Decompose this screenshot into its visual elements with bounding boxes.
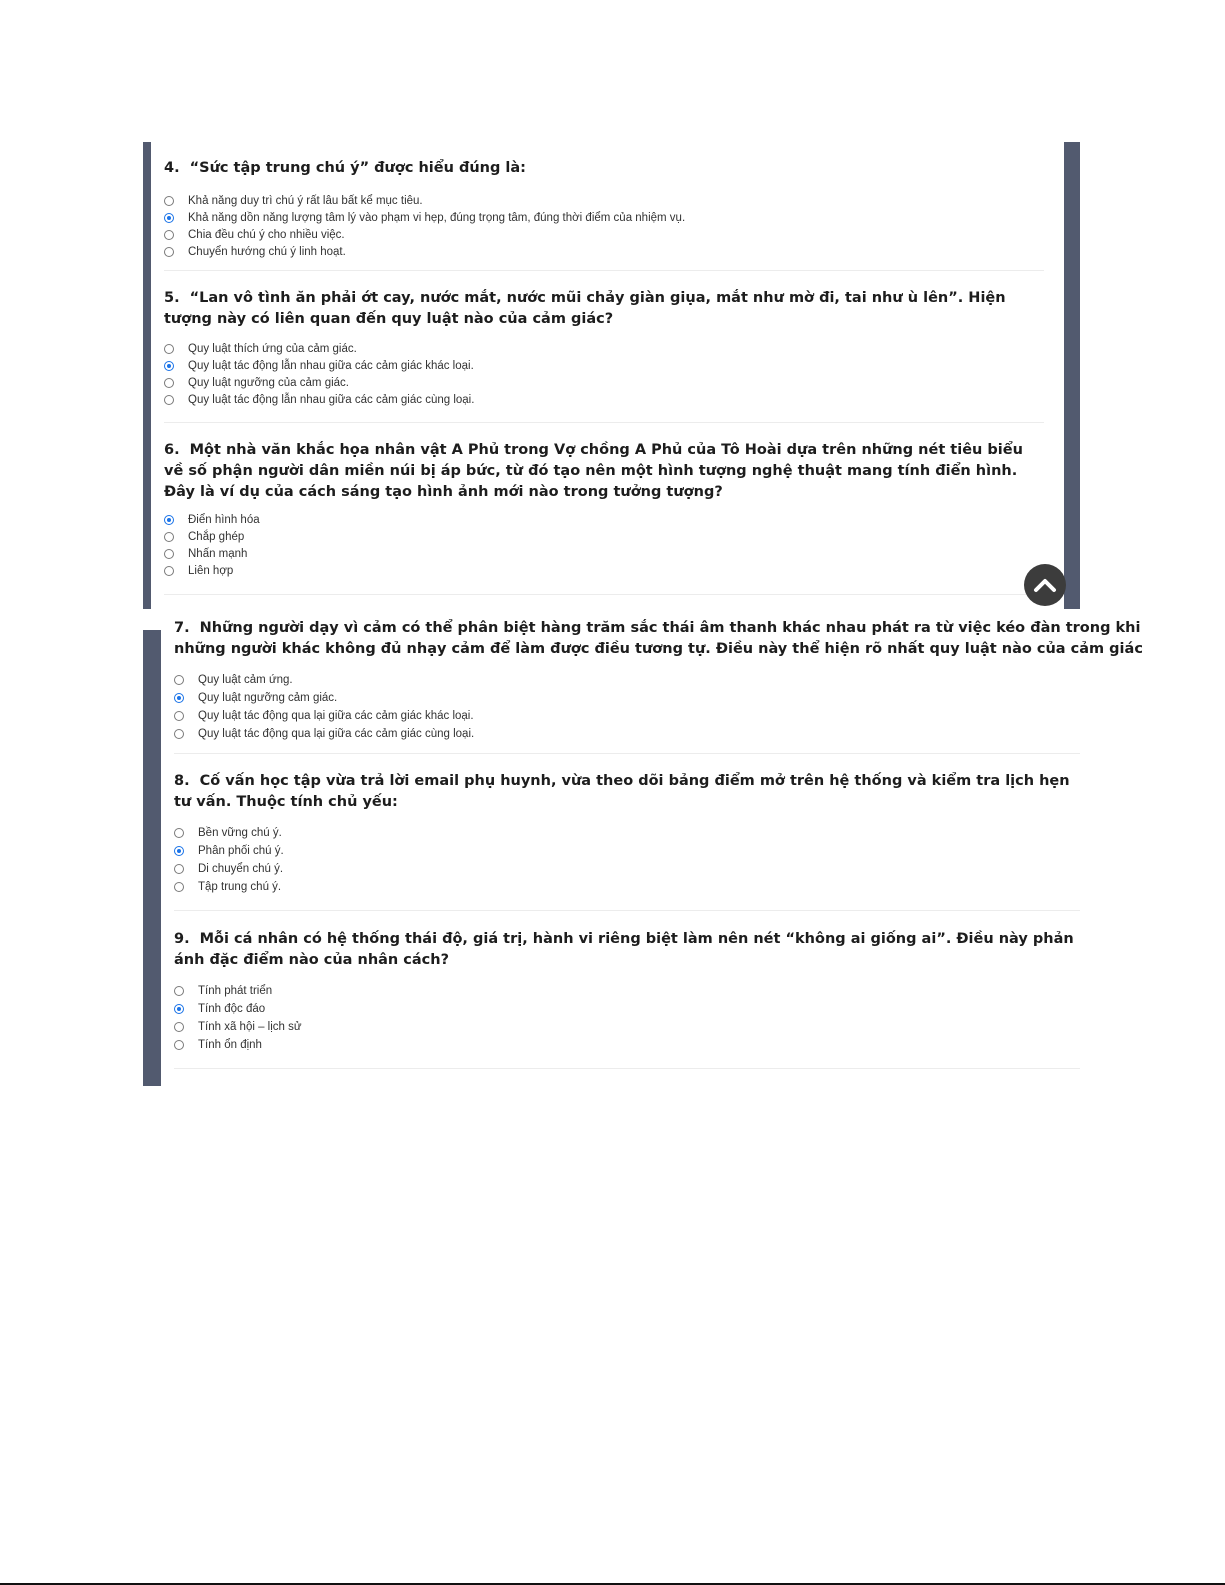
option-label: Tính phát triển — [198, 985, 273, 997]
option-item[interactable] — [164, 243, 1044, 260]
option-item[interactable] — [164, 209, 1044, 226]
divider — [174, 910, 1080, 911]
option-item[interactable] — [164, 545, 1044, 562]
option-item[interactable] — [174, 842, 1174, 860]
question-number: 7. — [174, 620, 190, 636]
question-number: 6. — [164, 442, 180, 458]
radio-button[interactable] — [174, 828, 184, 838]
option-label: Phân phối chú ý. — [198, 845, 284, 857]
option-label: Chuyển hướng chú ý linh hoạt. — [188, 245, 346, 258]
question-text-line-1: Những người dạy vì cảm có thể phân biệt hàng trăm sắc thái âm thanh khác nhau phát ra từ việc kéo đàn trong khi — [199, 620, 1141, 636]
option-item[interactable] — [164, 562, 1044, 579]
radio-button[interactable] — [174, 729, 184, 739]
radio-button-selected[interactable] — [174, 846, 184, 856]
radio-button-selected[interactable] — [174, 693, 184, 703]
option-label: Quy luật tác động qua lại giữa các cảm giác cùng loại. — [198, 728, 475, 740]
option-label: Quy luật tác động lẫn nhau giữa các cảm giác cùng loại. — [188, 393, 475, 406]
radio-button[interactable] — [164, 549, 174, 559]
option-item[interactable] — [164, 528, 1044, 545]
option-label: Chia đều chú ý cho nhiều việc. — [188, 228, 345, 241]
question-text: “Lan vô tình ăn phải ớt cay, nước mắt, nước mũi chảy giàn giụa, mắt như mờ đi, tai như ù lên”. Hiện tượng này có liên quan đến quy luật nào của cảm giác? — [164, 290, 1006, 327]
option-item[interactable] — [174, 824, 1174, 842]
question-4 — [164, 158, 1044, 260]
option-label: Quy luật thích ứng của cảm giác. — [188, 342, 357, 355]
option-item[interactable] — [174, 671, 1174, 689]
radio-button-selected[interactable] — [164, 361, 174, 371]
question-title — [174, 771, 1074, 813]
option-label: Chắp ghép — [188, 530, 245, 543]
question-6 — [164, 440, 1044, 579]
question-number: 5. — [164, 290, 180, 306]
question-title — [174, 929, 1074, 971]
question-text: Cố vấn học tập vừa trả lời email phụ huynh, vừa theo dõi bảng điểm mở trên hệ thống và kiểm tra lịch hẹn tư vấn. Thuộc tính chủ yếu: — [174, 773, 1070, 810]
option-label: Tính độc đáo — [198, 1003, 266, 1015]
radio-button[interactable] — [174, 986, 184, 996]
radio-button[interactable] — [164, 532, 174, 542]
question-title — [164, 440, 1044, 503]
question-text: Mỗi cá nhân có hệ thống thái độ, giá trị, hành vi riêng biệt làm nên nét “không ai giống ai”. Điều này phản ánh đặc điểm nào của nhân cách? — [174, 931, 1074, 968]
option-item[interactable] — [164, 374, 1044, 391]
question-title — [164, 158, 1044, 179]
option-item[interactable] — [174, 860, 1174, 878]
option-label: Tính ổn định — [198, 1039, 262, 1051]
radio-button[interactable] — [164, 566, 174, 576]
option-label: Quy luật ngưỡng của cảm giác. — [188, 376, 349, 389]
divider — [164, 422, 1044, 423]
option-label: Điển hình hóa — [188, 513, 260, 526]
radio-button[interactable] — [164, 378, 174, 388]
radio-button[interactable] — [174, 1022, 184, 1032]
radio-button[interactable] — [164, 247, 174, 257]
question-title — [164, 288, 1044, 330]
divider — [164, 594, 1044, 595]
question-text-line-2: những người khác không đủ nhạy cảm để làm được điều tương tự. Điều này thể hiện rõ nhất quy luật nào của cảm giác — [174, 641, 1143, 657]
question-text: “Sức tập trung chú ý” được hiểu đúng là: — [189, 160, 526, 176]
option-item[interactable] — [164, 357, 1044, 374]
radio-button[interactable] — [174, 711, 184, 721]
option-label: Quy luật tác động lẫn nhau giữa các cảm giác khác loại. — [188, 359, 474, 372]
option-label: Tập trung chú ý. — [198, 881, 282, 893]
option-item[interactable] — [164, 192, 1044, 209]
option-item[interactable] — [174, 1036, 1174, 1054]
divider — [164, 270, 1044, 271]
radio-button[interactable] — [164, 395, 174, 405]
radio-button-selected[interactable] — [174, 1004, 184, 1014]
option-item[interactable] — [174, 982, 1174, 1000]
left-accent-bar — [143, 142, 151, 609]
question-8 — [174, 771, 1174, 896]
option-item[interactable] — [174, 878, 1174, 896]
option-item[interactable] — [174, 1018, 1174, 1036]
radio-button[interactable] — [164, 344, 174, 354]
radio-button[interactable] — [174, 882, 184, 892]
option-label: Khả năng duy trì chú ý rất lâu bất kể mục tiêu. — [188, 194, 423, 207]
option-item[interactable] — [174, 689, 1174, 707]
option-item[interactable] — [174, 1000, 1174, 1018]
radio-button-selected[interactable] — [164, 515, 174, 525]
option-item[interactable] — [164, 340, 1044, 357]
option-label: Khả năng dồn năng lượng tâm lý vào phạm vi hẹp, đúng trọng tâm, đúng thời điểm của nhiệm vụ. — [188, 211, 686, 224]
option-label: Tính xã hội – lịch sử — [198, 1021, 302, 1033]
radio-button[interactable] — [174, 1040, 184, 1050]
scrollbar[interactable] — [1064, 142, 1080, 609]
divider — [174, 753, 1080, 754]
question-7 — [174, 618, 1174, 743]
option-item[interactable] — [164, 226, 1044, 243]
question-number: 4. — [164, 160, 180, 176]
screenshot-top — [143, 142, 1080, 609]
option-label: Quy luật ngưỡng cảm giác. — [198, 692, 338, 704]
radio-button[interactable] — [164, 196, 174, 206]
question-title — [174, 618, 1174, 660]
radio-button[interactable] — [174, 864, 184, 874]
radio-button-selected[interactable] — [164, 213, 174, 223]
option-label: Di chuyển chú ý. — [198, 863, 284, 875]
radio-button[interactable] — [164, 230, 174, 240]
option-item[interactable] — [174, 725, 1174, 743]
divider — [174, 1068, 1080, 1069]
option-item[interactable] — [164, 391, 1044, 408]
option-label: Quy luật tác động qua lại giữa các cảm giác khác loại. — [198, 710, 474, 722]
question-text: Một nhà văn khắc họa nhân vật A Phủ trong Vợ chồng A Phủ của Tô Hoài dựa trên những nét tiêu biểu về số phận người dân miền núi bị áp bức, từ đó tạo nên một hình tượng nghệ thuật mang tính điển hình. Đây là ví dụ của cách sáng tạo hình ảnh mới nào trong tưởng tượng? — [164, 442, 1023, 500]
scroll-to-top-button[interactable] — [1024, 564, 1066, 606]
left-accent-bar — [143, 630, 161, 1086]
option-label: Bền vững chú ý. — [198, 827, 282, 839]
chevron-up-icon — [1034, 577, 1056, 593]
radio-button[interactable] — [174, 675, 184, 685]
option-item[interactable] — [174, 707, 1174, 725]
question-number: 8. — [174, 773, 190, 789]
question-5 — [164, 288, 1044, 408]
option-label: Liên hợp — [188, 564, 234, 577]
screenshot-bottom — [143, 620, 1143, 1086]
question-number: 9. — [174, 931, 190, 947]
option-item[interactable] — [164, 511, 1044, 528]
option-label: Quy luật cảm ứng. — [198, 674, 293, 686]
question-9 — [174, 929, 1174, 1054]
option-label: Nhấn mạnh — [188, 547, 248, 560]
